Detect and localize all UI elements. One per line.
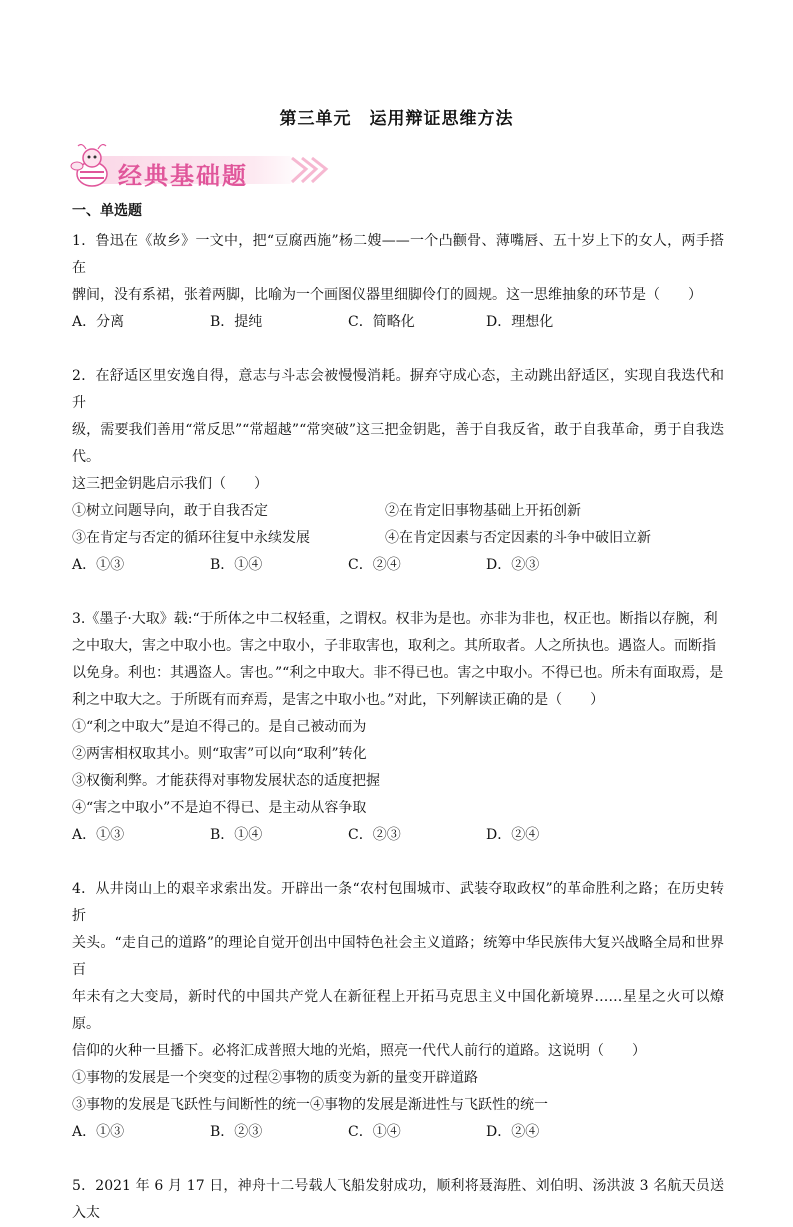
question-stem-line: 4．从井岗山上的艰辛求索出发。开辟出一条“农村包围城市、武装夺取政权”的革命胜利之路；在历史转折 <box>72 881 724 924</box>
option-b: B．①④ <box>210 557 263 573</box>
question-stem-line: 这三把金钥匙启示我们（ ） <box>72 476 268 492</box>
statement-row <box>72 498 724 525</box>
statement-item: ④在肯定因素与否定因素的斗争中破旧立新 <box>385 530 651 546</box>
option-d: D．理想化 <box>486 314 554 330</box>
statement-item: ③权衡利弊。才能获得对事物发展状态的适度把握 <box>72 773 380 789</box>
question-1 <box>72 228 724 336</box>
option-c: C．②④ <box>348 557 401 573</box>
statement-item: ①事物的发展是一个突变的过程②事物的质变为新的量变开辟道路 <box>72 1070 478 1086</box>
statement-item: ①树立问题导向，敢于自我否定 <box>72 503 268 519</box>
option-d: D．②④ <box>486 827 540 843</box>
banner-title: 经典基础题 <box>118 162 248 190</box>
question-stem-line: 髀间，没有系裙，张着两脚，比喻为一个画图仪器里细脚伶仃的圆规。这一思维抽象的环节是（ ） <box>72 287 702 303</box>
option-c: C．②③ <box>348 827 401 843</box>
option-a: A．①③ <box>72 827 125 843</box>
question-stem-line: 5．2021 年 6 月 17 日，神舟十二号载人飞船发射成功，顺利将聂海胜、刘伯明、汤洪波 3 名航天员送入太 <box>72 1178 724 1221</box>
statement-row <box>72 525 724 552</box>
option-b: B．提纯 <box>210 314 263 330</box>
statement-item: ④“害之中取小”不是迫不得已、是主动从容争取 <box>72 800 367 816</box>
question-stem-line: 关头。“走自己的道路”的理论自觉开创出中国特色社会主义道路；统筹中华民族伟大复兴战略全局和世界百 <box>72 935 724 978</box>
option-b: B．①④ <box>210 827 263 843</box>
question-stem-line: 年未有之大变局，新时代的中国共产党人在新征程上开拓马克思主义中国化新境界……星星之火可以燎原。 <box>72 989 724 1032</box>
question-4 <box>72 876 724 1146</box>
section-heading: 一、单选题 <box>72 203 142 219</box>
statement-item: ③事物的发展是飞跃性与间断性的统一④事物的发展是渐进性与飞跃性的统一 <box>72 1097 548 1113</box>
question-stem-line: 2．在舒适区里安逸自得，意志与斗志会被慢慢消耗。摒弃守成心态，主动跳出舒适区，实现自我迭代和升 <box>72 368 724 411</box>
section-banner <box>70 144 330 194</box>
option-a: A．①③ <box>72 1124 125 1140</box>
option-c: C．简略化 <box>348 314 415 330</box>
statement-item: ②在肯定旧事物基础上开拓创新 <box>385 503 581 519</box>
option-d: D．②③ <box>486 557 540 573</box>
option-a: A．分离 <box>72 314 125 330</box>
question-stem-line: 级，需要我们善用“常反思”“常超越”“常突破”这三把金钥匙，善于自我反省，敢于自我革命，勇于自我迭代。 <box>72 422 724 465</box>
question-stem-line: 3.《墨子·大取》载:“于所体之中二权轻重，之谓权。权非为是也。亦非为非也，权正也。断指以存腕，利 <box>72 611 718 627</box>
statement-item: ②两害相权取其小。则“取害”可以向“取利”转化 <box>72 746 367 762</box>
answer-options <box>72 552 724 579</box>
option-c: C．①④ <box>348 1124 401 1140</box>
statement-item: ①“利之中取大”是迫不得己的。是自己被动而为 <box>72 719 367 735</box>
question-list <box>72 228 724 1227</box>
question-2 <box>72 363 724 579</box>
question-stem-line: 信仰的火种一旦播下。必将汇成普照大地的光焰，照亮一代代人前行的道路。这说明（ ） <box>72 1043 646 1059</box>
statement-item: ③在肯定与否定的循环往复中永续发展 <box>72 530 310 546</box>
page-title: 第三单元 运用辩证思维方法 <box>279 109 514 129</box>
answer-options <box>72 822 724 849</box>
question-stem-line: 以免身。利也：其遇盗人。害也。”“利之中取大。非不得已也。害之中取小。不得已也。所未有面取焉，是 <box>72 665 724 681</box>
answer-options <box>72 1119 724 1146</box>
question-5 <box>72 1173 724 1227</box>
question-stem-line: 利之中取大之。于所既有而弃焉，是害之中取小也。”对此，下列解读正确的是（ ） <box>72 692 605 708</box>
question-stem-line: 之中取大，害之中取小也。害之中取小，子非取害也，取利之。其所取者。人之所执也。遇盗人。而断指 <box>72 638 716 654</box>
option-a: A．①③ <box>72 557 125 573</box>
option-b: B．②③ <box>210 1124 263 1140</box>
question-stem-line: 1．鲁迅在《故乡》一文中，把“豆腐西施”杨二嫂——一个凸颧骨、薄嘴唇、五十岁上下的女人，两手搭在 <box>72 233 724 276</box>
option-d: D．②④ <box>486 1124 540 1140</box>
answer-options <box>72 309 724 336</box>
question-3 <box>72 606 724 849</box>
bee-icon <box>71 145 107 186</box>
